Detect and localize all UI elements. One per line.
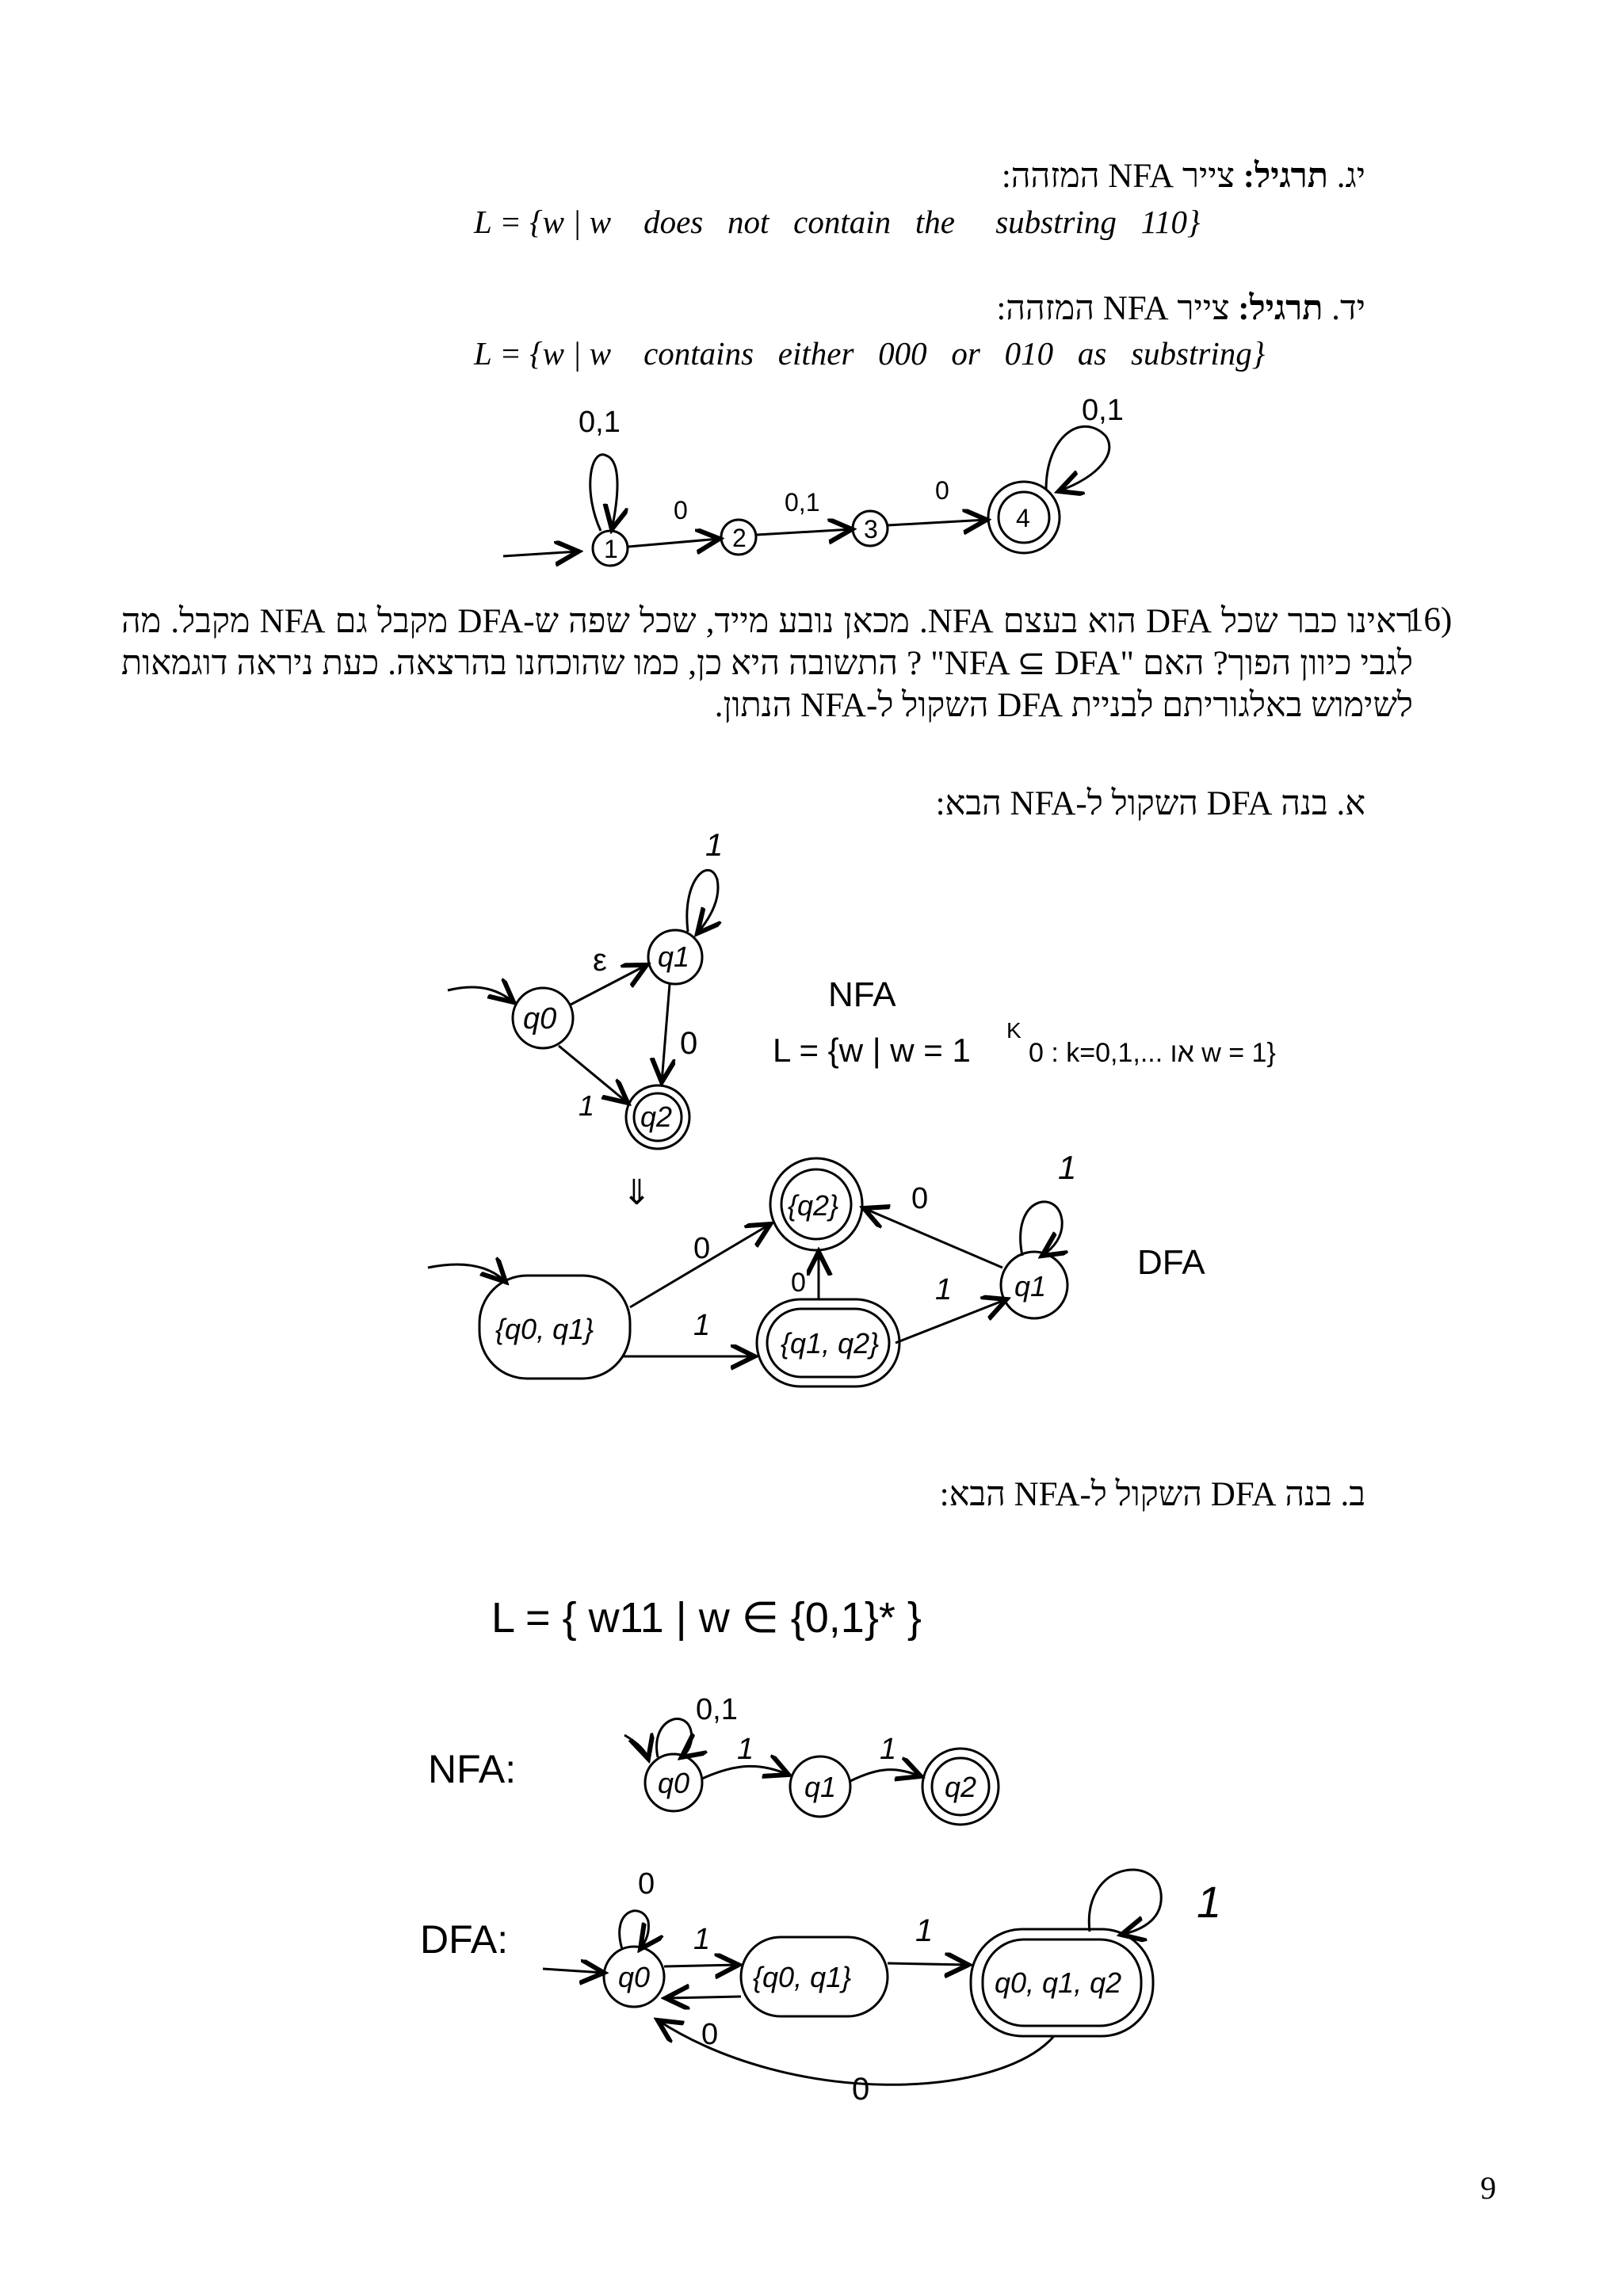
part-b-heading [940, 1475, 1365, 1515]
nfa-edge-q0-q1-label: ε [593, 943, 607, 978]
part-a-language-exponent: K [1006, 1018, 1022, 1043]
part-b-dfa-q0q1q2-label: q0, q1, q2 [995, 1966, 1122, 1999]
edge-2-3 [757, 529, 852, 535]
part-b-dfa-start-arrow [543, 1969, 604, 1973]
part-b-diagram [396, 1529, 1268, 2163]
part-b-dfa-edge-q0q1-q0 [666, 1997, 741, 1998]
edge-1-2 [628, 539, 720, 547]
part-b-nfa-title: NFA: [428, 1747, 517, 1791]
part-b-nfa-edge-q0-q1 [702, 1766, 789, 1779]
exercise-14-language: L = {w | w contains either 000 or 010 as substring} [474, 335, 1266, 372]
part-b-text: בנה DFA השקול ל-NFA הבא: [939, 1476, 1332, 1513]
part-b-nfa-q0-label: q0 [658, 1767, 690, 1799]
nfa-q2-label: q2 [640, 1100, 673, 1133]
part-b-dfa-edge-q0-q0q1 [664, 1965, 739, 1966]
part-b-nfa-q2-label: q2 [945, 1771, 977, 1803]
exercise-13-label: תרגיל: [1243, 158, 1329, 195]
exercise-13-marker: יג. [1336, 158, 1365, 195]
dfa-state-q2-label: {q2} [788, 1189, 839, 1222]
part-b-dfa-q0-loop [620, 1911, 649, 1949]
edge-1-2-label: 0 [674, 496, 688, 524]
part-b-nfa-edge-q1-q2-label: 1 [880, 1733, 897, 1766]
part-a-text: בנה DFA השקול ל-NFA הבא: [935, 785, 1328, 822]
nfa-title: NFA [828, 975, 896, 1014]
dfa-edge-q0q1-q1q2-label: 1 [693, 1309, 711, 1342]
part-b-dfa-q0q1q2-loop [1089, 1870, 1161, 1935]
state-1-loop [590, 455, 617, 531]
dfa-edge-q1q2-q1-label: 1 [935, 1273, 953, 1306]
exercise-14-marker: יד. [1331, 290, 1365, 327]
part-b-dfa-edge-q0q1q2-q0-label: 0 [852, 2072, 870, 2107]
part-b-dfa-q0q1-label: {q0, q1} [753, 1961, 852, 1993]
part-b-nfa-edge-q1-q2 [850, 1770, 921, 1781]
question-16-number: 16) [1407, 601, 1453, 639]
part-a-diagram [396, 824, 1331, 1410]
state-1-loop-label: 0,1 [579, 406, 621, 439]
part-b-dfa-edge-q0q1-q0q1q2-label: 1 [915, 1913, 934, 1948]
nfa-q0-label: q0 [523, 1002, 557, 1035]
edge-2-3-label: 0,1 [785, 488, 820, 517]
exercise-14-nfa-diagram [491, 372, 1205, 586]
part-b-dfa-q0-label: q0 [618, 1961, 651, 1993]
transform-arrow-icon: ⇓ [622, 1173, 651, 1212]
part-a-heading [936, 784, 1365, 824]
dfa-edge-q1q2-q2-label: 0 [791, 1268, 806, 1298]
part-b-dfa-edge-q0q1-q0-label: 0 [701, 2018, 719, 2051]
part-b-dfa-q0q1q2-loop-label: 1 [1197, 1877, 1222, 1927]
part-a-language-rest: 0 : k=0,1,... או w = 1} [1029, 1038, 1276, 1068]
start-arrow [503, 551, 579, 556]
exercise-14-label: תרגיל: [1238, 290, 1323, 327]
edge-3-4 [888, 520, 987, 525]
part-b-nfa-start-arrow [624, 1735, 648, 1759]
exercise-14-heading [996, 289, 1365, 329]
nfa-start-arrow [448, 987, 514, 1002]
dfa-edge-q0q1-q2-label: 0 [693, 1232, 711, 1265]
nfa-q1-label: q1 [658, 940, 690, 973]
part-a-language: L = {w | w = 1 [773, 1032, 971, 1069]
dfa-state-q1q2-label: {q1, q2} [781, 1327, 880, 1360]
nfa-q1-loop [687, 870, 718, 933]
exercise-13-text: צייר NFA המזהה: [1001, 158, 1235, 195]
state-4-loop-label: 0,1 [1082, 394, 1124, 427]
state-4-loop [1046, 426, 1109, 491]
page-number: 9 [1480, 2170, 1496, 2206]
part-b-dfa-edge-q0-q0q1-label: 1 [693, 1923, 711, 1956]
dfa-q1-loop-label: 1 [1058, 1149, 1077, 1186]
part-b-marker: ב. [1340, 1476, 1365, 1513]
part-b-nfa-q0-loop [657, 1719, 692, 1757]
state-4-label: 4 [1016, 504, 1030, 532]
part-b-nfa-edge-q0-q1-label: 1 [737, 1733, 754, 1766]
dfa-edge-q1-q2 [864, 1208, 1002, 1268]
question-16-paragraph: ראינו כבר שכל DFA הוא בעצם NFA. מכאן נובע מייד, שכל שפה ש-DFA מקבל גם NFA מקבל. מה לגבי כיוון הפוך? האם "NFA ⊆ DFA" ? התשובה היא כן, כמו שהוכחנו בהרצאה. כעת ניראה דוגמאות לשימוש באלגוריתם לבניית DFA השקול ל-NFA הנתון. [121, 603, 1414, 724]
edge-3-4-label: 0 [935, 476, 949, 505]
exercise-13-language: L = {w | w does not contain the substring 110} [474, 204, 1201, 240]
state-3-label: 3 [864, 515, 878, 543]
dfa-state-q1-label: q1 [1014, 1270, 1047, 1302]
nfa-edge-q1-q2-label: 0 [680, 1026, 698, 1061]
nfa-q1-loop-label: 1 [705, 828, 724, 863]
state-2-label: 2 [732, 524, 747, 552]
part-b-dfa-title: DFA: [420, 1917, 509, 1962]
part-b-language: L = { w11 | w ∈ {0,1}* } [491, 1594, 922, 1642]
dfa-edge-q1-q2-label: 0 [911, 1182, 929, 1215]
dfa-title: DFA [1137, 1243, 1205, 1282]
part-b-dfa-q0-loop-label: 0 [638, 1867, 655, 1901]
part-b-nfa-q1-label: q1 [804, 1771, 837, 1803]
dfa-state-q0q1-label: {q0, q1} [495, 1313, 594, 1345]
exercise-14-text: צייר NFA המזהה: [996, 290, 1230, 327]
state-1-label: 1 [604, 535, 618, 563]
exercise-13-heading [1002, 157, 1365, 196]
nfa-edge-q1-q2 [662, 984, 670, 1082]
part-b-dfa-edge-q0q1-q0q1q2 [888, 1963, 968, 1965]
part-b-nfa-q0-loop-label: 0,1 [696, 1693, 738, 1726]
part-a-marker: א. [1336, 785, 1365, 822]
dfa-q1-loop [1021, 1202, 1063, 1256]
nfa-edge-q0-q1 [571, 965, 647, 1005]
dfa-start-arrow [428, 1264, 506, 1282]
nfa-edge-q0-q2-label: 1 [579, 1089, 595, 1122]
